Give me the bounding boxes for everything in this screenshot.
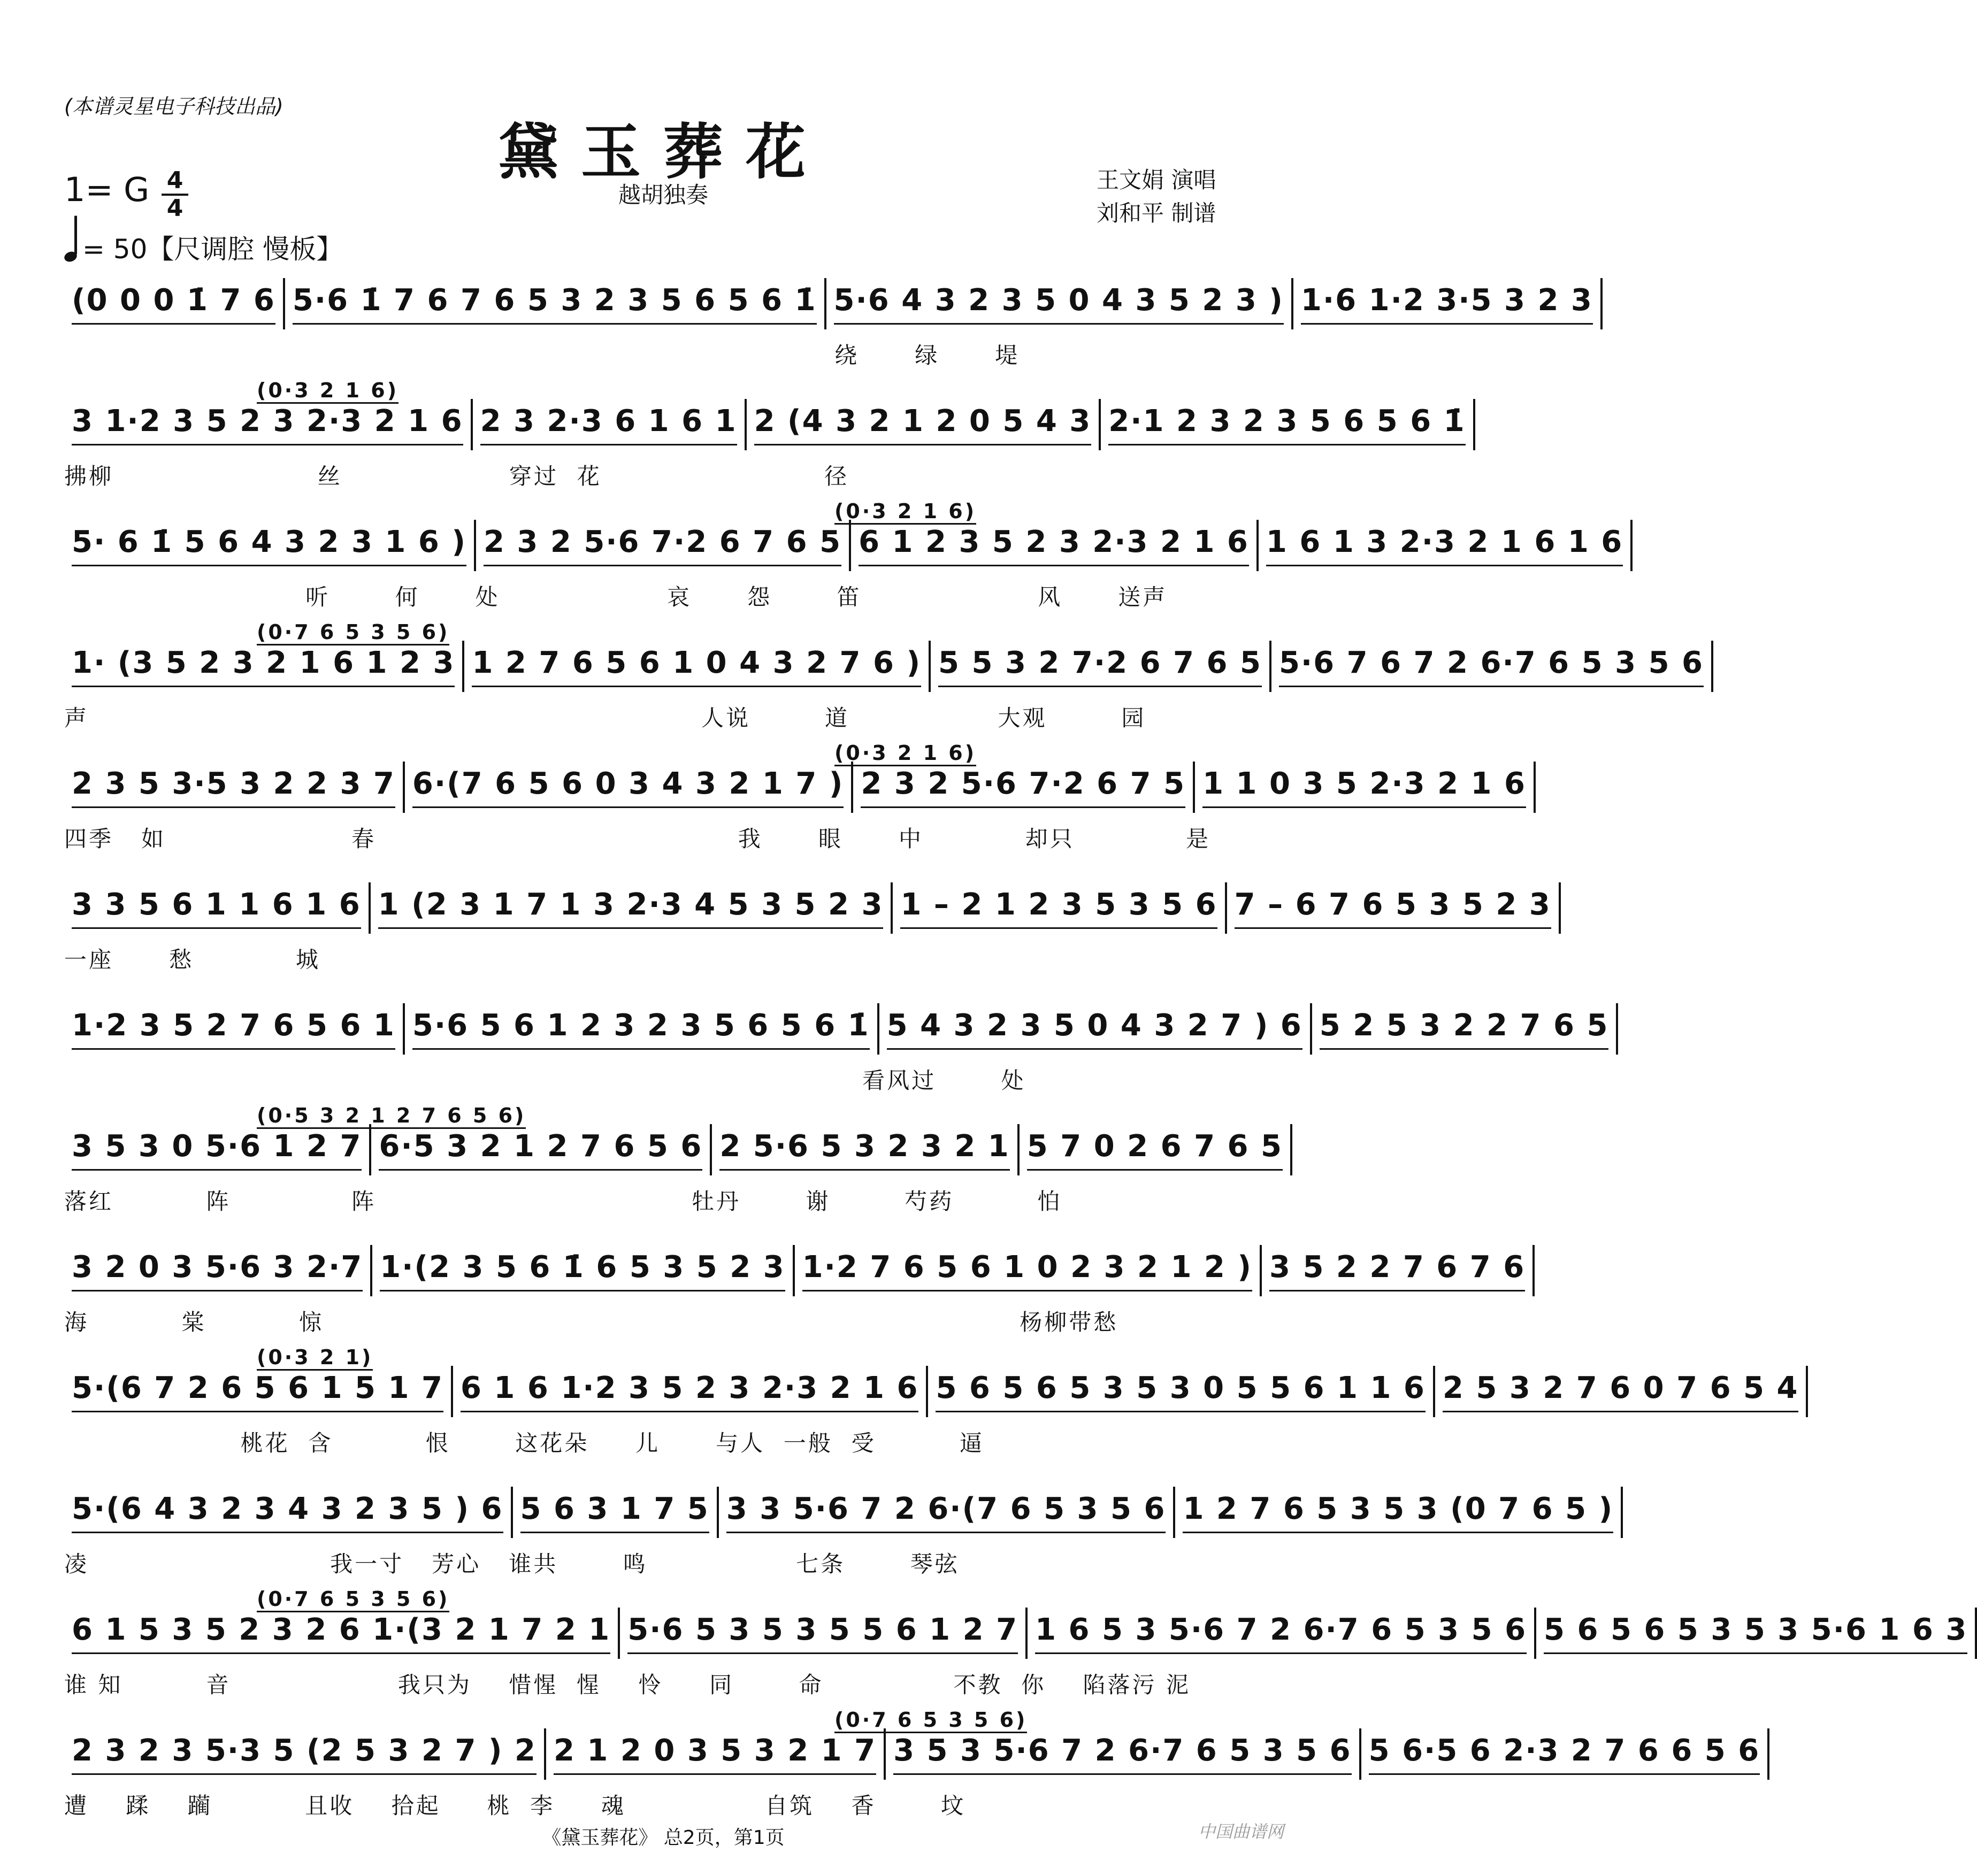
notation-row <box>64 641 1704 692</box>
measure <box>64 1003 405 1055</box>
credit-line: (本谱灵星电子科技出品) <box>64 95 283 118</box>
time-signature-bottom: 4 <box>166 195 183 222</box>
measure-notes: 2 3 5 3·5 3 2 2 3 7 <box>72 766 395 808</box>
measure-notes: 1 – 2 1 2 3 5 3 5 6 <box>900 887 1217 929</box>
measure <box>405 1003 879 1055</box>
notation-row <box>64 1003 1609 1055</box>
measure <box>64 882 371 934</box>
measure-notes: 2 3 2 3 5·3 5 (2 5 3 2 7 ) 2 <box>72 1733 537 1775</box>
measure <box>405 762 854 813</box>
measure-notes: 5·(6 7 2 6 5 6 1 5 1 7 <box>72 1371 443 1412</box>
measure-notes: 2 (4 3 2 1 2 0 5 4 3 <box>754 404 1092 445</box>
notation-row <box>64 520 1623 571</box>
subtitle: 越胡独奏 <box>618 182 708 208</box>
notation-row <box>64 1608 1968 1659</box>
lyrics-line: 桃花 含 恨 这花朵 儿 与人 一般 受 逼 <box>64 1430 984 1456</box>
measure-notes: 1·2 7 6 5 6 1 0 2 3 2 1 2 ) <box>802 1250 1252 1291</box>
measure-notes: 1 2 7 6 5 3 5 3 (0 7 6 5 ) <box>1183 1491 1613 1533</box>
measure-notes: 5·6 5 6 1 2 3 2 3 5 6 5 6 1̇ <box>412 1008 870 1050</box>
ossia-annotation-text: (0·7 6 5 3 5 6) <box>257 1587 449 1612</box>
measure-notes: 2 3 2 5·6 7·2 6 7 6 5 <box>484 525 841 566</box>
measure <box>1101 399 1475 450</box>
measure-notes: 5 4 3 2 3 5 0 4 3 2 7 ) 6 <box>887 1008 1302 1050</box>
measure-notes: 3 3 5 6 1 1 6 1 6 <box>72 887 361 929</box>
measure <box>64 520 476 571</box>
measure-notes: 1·2 3 5 2 7 6 5 6 1 <box>72 1008 395 1050</box>
measure <box>473 399 747 450</box>
measure <box>1271 641 1713 692</box>
measure <box>1361 1728 1770 1780</box>
ossia-annotation-text: (0·7 6 5 3 5 6) <box>834 1708 1027 1733</box>
measure <box>853 762 1195 813</box>
measure <box>1028 1608 1536 1659</box>
measure <box>64 1245 372 1296</box>
notation-row <box>64 1728 1760 1780</box>
measure-notes: 3 1·2 3 5 2 3 2·3 2 1 6 <box>72 404 463 445</box>
measure-notes: 2 5·6 5 3 2 3 2 1 <box>719 1129 1009 1171</box>
measure-notes: 6·(7 6 5 6 0 3 4 3 2 1 7 ) <box>412 766 844 808</box>
tempo-text: = 50【尺调腔 慢板】 <box>82 234 343 265</box>
measure-notes: 3 5 2 2 7 6 7 6 <box>1269 1250 1525 1291</box>
measure <box>513 1487 719 1538</box>
measure <box>1536 1608 1977 1659</box>
measure-notes: 1·6 1·2 3·5 3 2 3 <box>1301 283 1593 325</box>
measure-notes: 5 6·5 6 2·3 2 7 6 6 5 6 <box>1369 1733 1760 1775</box>
measure <box>1293 278 1603 329</box>
notation-row <box>64 278 1593 329</box>
measure-notes: 5 6 5 6 5 3 5 3 0 5 5 6 1 1 6 <box>936 1371 1425 1412</box>
notation-row <box>64 1366 1799 1417</box>
tempo-marking <box>64 228 343 266</box>
measure <box>1175 1487 1623 1538</box>
lyrics-line: 声 人说 道 大观 园 <box>64 705 1146 731</box>
measure-notes: (0 0 0 1̇ 7 6 <box>72 283 275 325</box>
lyrics-line: 四季 如 春 我 眼 中 却只 是 <box>64 826 1211 852</box>
measure <box>886 1728 1361 1780</box>
quarter-note-icon <box>63 250 79 263</box>
ossia-annotation-text: (0·3 2 1 6) <box>257 379 399 404</box>
time-signature-top: 4 <box>166 167 183 194</box>
lyrics-line: 绕 绿 堤 <box>64 342 1020 368</box>
measure <box>64 1124 371 1175</box>
measure-notes: 1·(2 3 5 6 1̇ 6 5 3 5 2 3 <box>380 1250 785 1291</box>
measure-notes: 5·6 4 3 2 3 5 0 4 3 5 2 3 ) <box>834 283 1284 325</box>
measure <box>1020 1124 1292 1175</box>
measure-notes: 6 1 5 3 5 2 3 2 6 1·(3 2 1 7 2 1 <box>72 1612 610 1654</box>
measure <box>712 1124 1019 1175</box>
measure-notes: 1 6 1 3 2·3 2 1 6 1 6 <box>1266 525 1623 566</box>
measure <box>64 1487 513 1538</box>
measure-notes: 5 7 0 2 6 7 6 5 <box>1027 1129 1283 1171</box>
measure-notes: 5·6 7 6 7 2 6·7 6 5 3 5 6 <box>1279 645 1704 687</box>
measure <box>372 1245 794 1296</box>
measure <box>476 520 851 571</box>
measure-notes: 3 3 5·6 7 2 6·(7 6 5 3 5 6 <box>726 1491 1166 1533</box>
measure <box>371 882 893 934</box>
measure <box>285 278 826 329</box>
measure <box>64 399 473 450</box>
measure <box>851 520 1259 571</box>
notation-row <box>64 399 1466 450</box>
lyrics-line: 谁 知 音 我只为 惜惺 惺 怜 同 命 不教 你 陷落污 泥 <box>64 1672 1191 1698</box>
measure <box>453 1366 929 1417</box>
site-logo: 中国曲谱网 <box>1198 1821 1284 1842</box>
measure-notes: 5 6 5 6 5 3 5 3 5·6 1 6 3 <box>1544 1612 1967 1654</box>
measure <box>1312 1003 1619 1055</box>
performer-singer: 王文娟 演唱 <box>1097 167 1216 193</box>
notation-row <box>64 1245 1526 1296</box>
page-footer: 《黛玉葬花》 总2页，第1页 <box>542 1827 785 1849</box>
measure-notes: 1· (3 5 2 3 2 1 6 1 2 3 <box>72 645 455 687</box>
measure-notes: 1 1 0 3 5 2·3 2 1 6 <box>1202 766 1526 808</box>
key-signature: 1= G <box>64 170 150 209</box>
ossia-annotation-text: (0·3 2 1) <box>257 1346 373 1371</box>
measure-notes: 2 3 2·3 6 1 6 1 <box>480 404 737 445</box>
measure-notes: 5 2 5 3 2 2 7 6 5 <box>1320 1008 1609 1050</box>
measure-notes: 6·5 3 2 1 2 7 6 5 6 <box>379 1129 702 1171</box>
measure <box>1227 882 1561 934</box>
measure <box>620 1608 1028 1659</box>
measure <box>1195 762 1536 813</box>
measure <box>931 641 1271 692</box>
measure <box>719 1487 1176 1538</box>
ossia-annotation-text: (0·3 2 1 6) <box>834 741 976 766</box>
measure <box>546 1728 886 1780</box>
notation-row <box>64 1487 1614 1538</box>
measure-notes: 7 – 6 7 6 5 3 5 2 3 <box>1235 887 1551 929</box>
ossia-annotation-text: (0·5 3 2 1 2 7 6 5 6) <box>257 1104 526 1129</box>
measure-notes: 1 2 7 6 5 6 1 0 4 3 2 7 6 ) <box>472 645 921 687</box>
lyrics-line: 落红 阵 阵 牡丹 谢 芍药 怕 <box>64 1188 1062 1214</box>
lyrics-line: 看风过 处 <box>64 1067 1026 1094</box>
measure <box>64 278 285 329</box>
performer-credits <box>1097 164 1216 230</box>
measure <box>371 1124 712 1175</box>
lyrics-line: 遭 蹂 躏 且收 拾起 桃 李 魂 自筑 香 坟 <box>64 1793 966 1819</box>
measure <box>879 1003 1312 1055</box>
measure-notes: 6 1 6 1·2 3 5 2 3 2·3 2 1 6 <box>461 1371 919 1412</box>
measure <box>747 399 1101 450</box>
measure-notes: 2 1 2 0 3 5 3 2 1 7 <box>554 1733 876 1775</box>
measure-notes: 1 6 5 3 5·6 7 2 6·7 6 5 3 5 6 <box>1035 1612 1527 1654</box>
measure <box>795 1245 1262 1296</box>
measure <box>1435 1366 1809 1417</box>
measure-notes: 5 6 3 1 7 5 <box>520 1491 709 1533</box>
measure-notes: 2 3 2 5·6 7·2 6 7 5 <box>861 766 1185 808</box>
measure <box>928 1366 1435 1417</box>
lyrics-line: 拂柳 丝 穿过 花 径 <box>64 463 849 489</box>
measure <box>64 1728 546 1780</box>
measure <box>464 641 931 692</box>
measure-notes: 3 2 0 3 5·6 3 2·7 <box>72 1250 363 1291</box>
performer-transcriber: 刘和平 制谱 <box>1097 200 1216 226</box>
measure-notes: 5· 6 1̇ 5 6 4 3 2 3 1 6 ) <box>72 525 466 566</box>
measure-notes: 3 5 3 5·6 7 2 6·7 6 5 3 5 6 <box>893 1733 1352 1775</box>
measure-notes: 6 1 2 3 5 2 3 2·3 2 1 6 <box>859 525 1249 566</box>
measure <box>826 278 1293 329</box>
measure-notes: 5 5 3 2 7·2 6 7 6 5 <box>938 645 1262 687</box>
measure-notes: 5·6 1̇ 7 6 7 6 5 3 2 3 5 6 5 6 1̇ <box>293 283 817 325</box>
measure-notes: 2·1 2 3 2 3 5 6 5 6 1̇ <box>1108 404 1465 445</box>
measure <box>1259 520 1633 571</box>
measure-notes: 3 5 3 0 5·6 1 2 7 <box>72 1129 362 1171</box>
lyrics-line: 海 棠 惊 杨柳带愁 <box>64 1309 1118 1335</box>
page-title: 黛玉葬花 <box>499 118 828 187</box>
measure-notes: 5·(6 4 3 2 3 4 3 2 3 5 ) 6 <box>72 1491 503 1533</box>
measure <box>1262 1245 1535 1296</box>
notation-row <box>64 882 1551 934</box>
measure-notes: 1 (2 3 1 7 1 3 2·3 4 5 3 5 2 3 <box>378 887 884 929</box>
ossia-annotation-text: (0·3 2 1 6) <box>834 499 976 525</box>
measure <box>64 1366 453 1417</box>
measure <box>64 1608 620 1659</box>
notation-row <box>64 762 1526 813</box>
lyrics-line: 听 何 处 哀 怨 笛 风 送声 <box>64 584 1168 610</box>
measure-notes: 5·6 5 3 5 3 5 5 6 1 2 7 <box>627 1612 1018 1654</box>
lyrics-line: 凌 我一寸 芳心 谁共 鸣 七条 琴弦 <box>64 1551 960 1577</box>
measure-notes: 2 5 3 2 7 6 0 7 6 5 4 <box>1443 1371 1799 1412</box>
ossia-annotation-text: (0·7 6 5 3 5 6) <box>257 620 449 645</box>
measure <box>64 762 405 813</box>
notation-row <box>64 1124 1283 1175</box>
measure <box>893 882 1227 934</box>
measure <box>64 641 464 692</box>
lyrics-line: 一座 愁 城 <box>64 947 320 973</box>
